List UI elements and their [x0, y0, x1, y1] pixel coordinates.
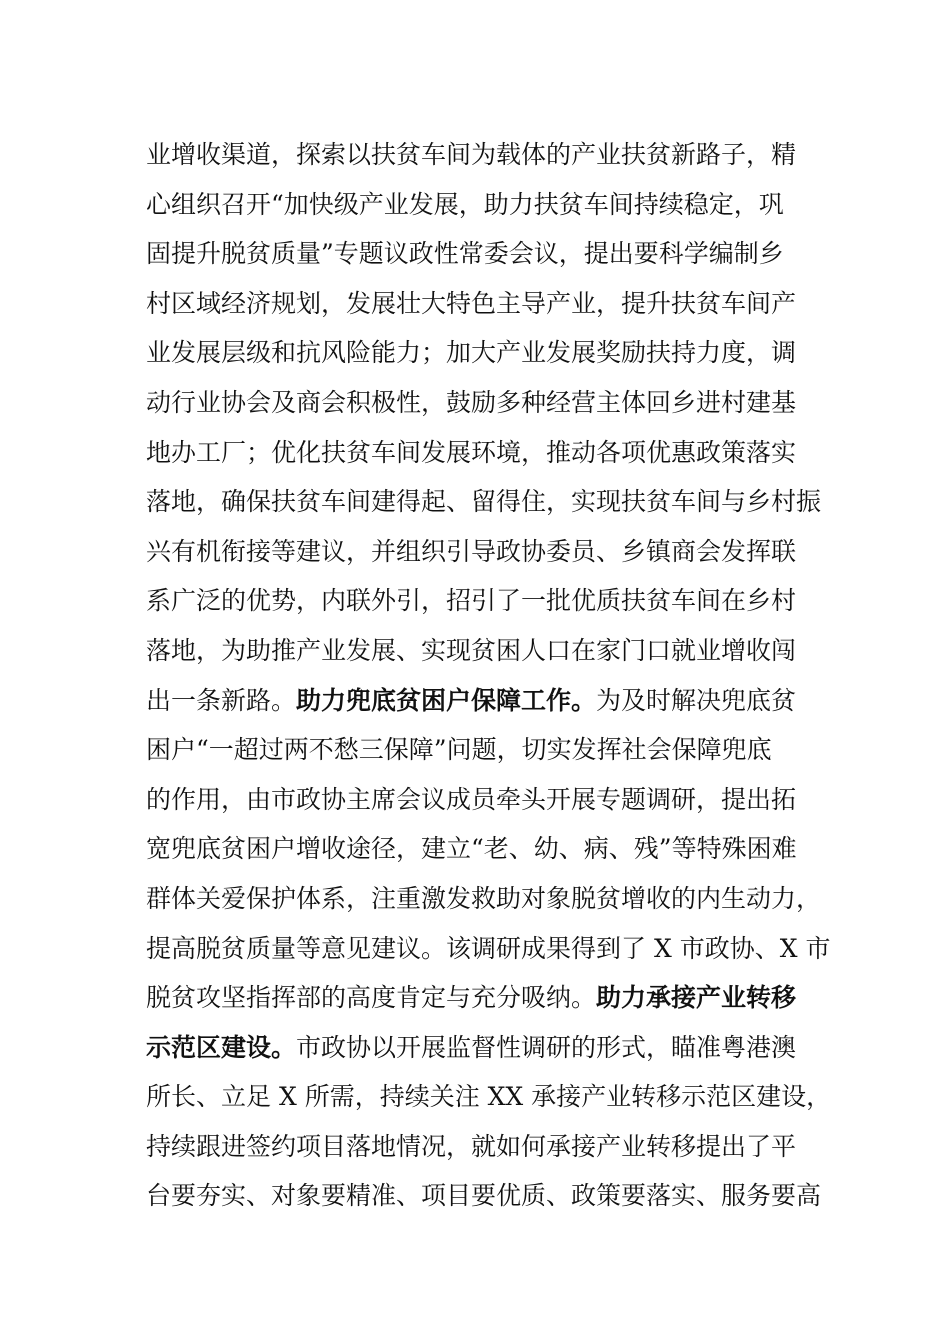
- text-line: [146, 676, 826, 726]
- text-line: [146, 1023, 826, 1073]
- text-line: [146, 279, 826, 329]
- text-line: [146, 576, 826, 626]
- body-text: 动行业协会及商会积极性，鼓励多种经营主体回乡进村建基: [146, 387, 797, 417]
- body-text: 心组织召开“加快级产业发展，助力扶贫车间持续稳定，巩: [146, 189, 784, 219]
- text-line: [146, 229, 826, 279]
- text-line: [146, 775, 826, 825]
- text-line: [146, 428, 826, 478]
- text-line: [146, 1122, 826, 1172]
- text-line: [146, 725, 826, 775]
- document-body: [146, 130, 832, 1221]
- body-text: 固提升脱贫质量”专题议政性常委会议，提出要科学编制乡: [146, 239, 784, 269]
- bold-heading-text: 助力兜底贫困户保障工作。: [296, 685, 597, 715]
- text-line: [146, 924, 831, 974]
- body-text: 市政协以开展监督性调研的形式，瞄准粤港澳: [296, 1032, 797, 1062]
- text-line: [146, 1072, 832, 1122]
- body-text: 地办工厂；优化扶贫车间发展环境，推动各项优惠政策落实: [146, 437, 797, 467]
- text-line: [146, 874, 826, 924]
- body-text: 宽兜底贫困户增收途径，建立“老、幼、病、残”等特殊困难: [146, 834, 797, 864]
- body-text: 困户“一超过两不愁三保障”问题，切实发挥社会保障兜底: [146, 735, 772, 765]
- body-text: 业增收渠道，探索以扶贫车间为载体的产业扶贫新路子，精: [146, 140, 797, 169]
- body-text: 提高脱贫质量等意见建议。该调研成果得到了 X 市政协、X 市: [146, 933, 831, 963]
- body-text: 为及时解决兜底贫: [596, 685, 797, 715]
- bold-heading-text: 助力承接产业转移: [596, 983, 797, 1013]
- body-text: 出一条新路。: [146, 685, 297, 715]
- bold-heading-text: 示范区建设。: [146, 1032, 297, 1062]
- text-line: [146, 328, 826, 378]
- body-text: 所长、立足 X 所需，持续关注 XX 承接产业转移示范区建设，: [146, 1082, 832, 1112]
- text-line: [146, 1171, 826, 1221]
- body-text: 群体关爱保护体系，注重激发救助对象脱贫增收的内生动力，: [146, 883, 822, 913]
- text-line: [146, 824, 826, 874]
- text-line: [146, 626, 826, 676]
- text-line: [146, 973, 826, 1023]
- text-line: [146, 180, 826, 230]
- body-text: 台要夯实、对象要精准、项目要优质、政策要落实、服务要高: [146, 1181, 822, 1211]
- text-line: [146, 527, 826, 577]
- body-text: 业发展层级和抗风险能力；加大产业发展奖励扶持力度，调: [146, 338, 797, 368]
- body-text: 的作用，由市政协主席会议成员牵头开展专题调研，提出拓: [146, 784, 797, 814]
- body-text: 村区域经济规划，发展壮大特色主导产业，提升扶贫车间产: [146, 288, 797, 318]
- body-text: 落地，确保扶贫车间建得起、留得住，实现扶贫车间与乡村振: [146, 487, 822, 517]
- text-line: [146, 477, 826, 527]
- body-text: 脱贫攻坚指挥部的高度肯定与充分吸纳。: [146, 983, 597, 1013]
- text-line: [146, 130, 826, 180]
- body-text: 兴有机衔接等建议，并组织引导政协委员、乡镇商会发挥联: [146, 536, 797, 566]
- body-text: 落地，为助推产业发展、实现贫困人口在家门口就业增收闯: [146, 635, 797, 665]
- body-text: 持续跟进签约项目落地情况，就如何承接产业转移提出了平: [146, 1131, 797, 1161]
- text-line: [146, 378, 826, 428]
- body-text: 系广泛的优势，内联外引，招引了一批优质扶贫车间在乡村: [146, 586, 797, 616]
